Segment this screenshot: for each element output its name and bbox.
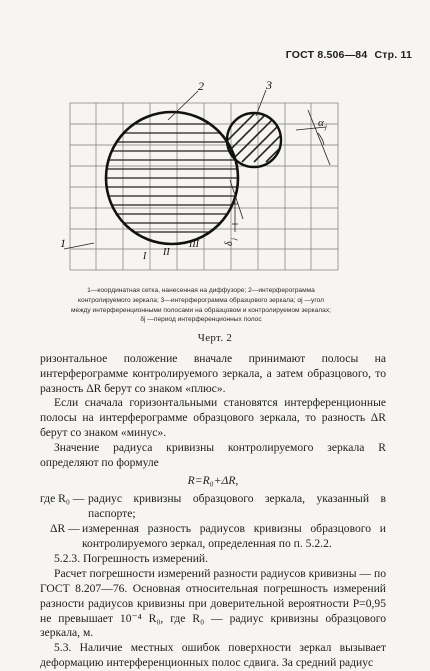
definition-r0-term: где R₀ — bbox=[40, 492, 85, 506]
body-text bbox=[40, 352, 386, 671]
page-number: Стр. 11 bbox=[374, 49, 412, 61]
section-5-3: 5.3. Наличие местных ошибок поверхности зеркал вызывает деформацию интерференционных полос сдвига. За средний радиус bbox=[40, 641, 386, 669]
paragraph-error-calc: Расчет погрешности измерений разности радиусов кривизны — по ГОСТ 8.207—76. Основная относительная погрешность измерений разности радиусов кривизны при доверительной вероятности P=0,95 не превышает 10⁻⁴ R₀, где R₀ — радиус кривизны образцового зеркала, м. bbox=[40, 567, 386, 640]
definition-delta-r bbox=[40, 522, 386, 552]
standard-number: ГОСТ 8.506—84 bbox=[285, 49, 368, 61]
definition-r0-desc: радиус кривизны образцового зеркала, указанный в паспорте; bbox=[88, 492, 386, 520]
label-roman-2: II bbox=[163, 247, 170, 258]
label-2: 2 bbox=[198, 79, 204, 93]
label-1: 1 bbox=[60, 236, 66, 250]
reference-mirror-interferogram bbox=[225, 110, 282, 167]
label-3: 3 bbox=[266, 78, 272, 92]
figure-caption: 1—координатная сетка, нанесенная на диффузоре; 2—интерферограмма контролируемого зеркала; 3—интерферограмма образцового зеркала; αj —угол между интерференционными полосами на образцовом и контролируемом зеркалах; δj —период интерференционных полос bbox=[71, 287, 331, 324]
controlled-mirror-interferogram bbox=[100, 112, 245, 244]
alpha-sub: j bbox=[325, 123, 327, 131]
paragraph-continuation: ризонтальное положение вначале принимают полосы на интерферограмме контролируемого зеркала, а затем образцового, то разность ΔR берут со знаком «плюс». bbox=[40, 352, 386, 395]
paragraph-radius-intro: Значение радиуса кривизны контролируемого зеркала R определяют по формуле bbox=[40, 440, 386, 469]
radius-formula: R=R₀+ΔR, bbox=[187, 474, 239, 488]
interferogram-figure bbox=[0, 0, 430, 290]
definition-delta-r-term: ΔR — bbox=[50, 521, 80, 535]
section-5-2-3: 5.2.3. Погрешность измерений. bbox=[54, 552, 209, 566]
definition-delta-r-desc: измеренная разность радиусов кривизны образцового и контролируемого зеркал, определенная по п. 5.2.2. bbox=[82, 521, 386, 550]
label-roman-1: I bbox=[143, 251, 147, 262]
delta-label: δ bbox=[224, 241, 235, 246]
delta-sub: j bbox=[230, 238, 238, 240]
definition-r0 bbox=[40, 492, 386, 522]
figure-title: Черт. 2 bbox=[197, 332, 233, 344]
label-roman-3: III bbox=[189, 239, 199, 250]
paragraph-minus-sign: Если сначала горизонтальными становятся интерференционные полосы на интерферограмме образцового зеркала, то разность ΔR берут со знаком «минус». bbox=[40, 396, 386, 439]
alpha-label: α bbox=[318, 117, 324, 129]
